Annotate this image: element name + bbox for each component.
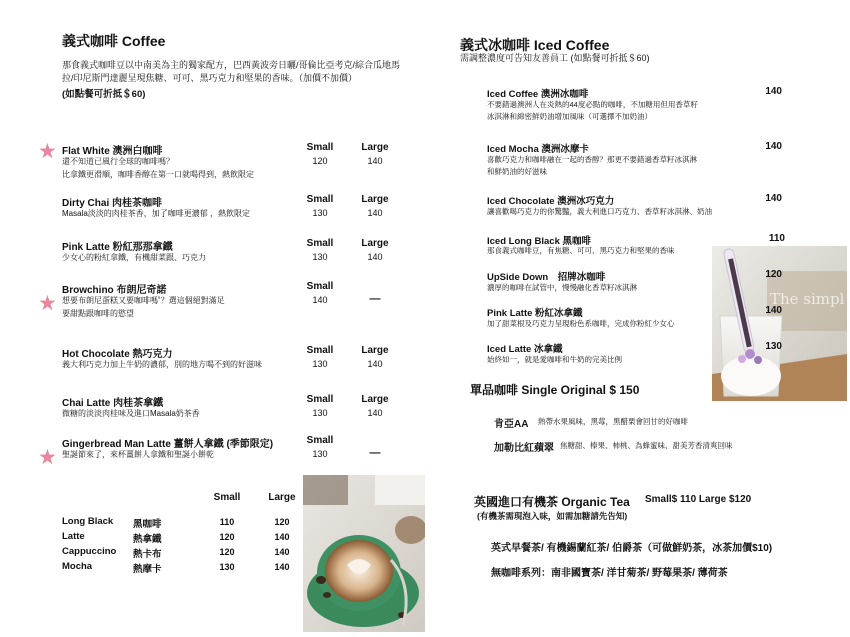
price-small: 130 bbox=[312, 208, 328, 218]
size-small-label: Small bbox=[306, 435, 334, 446]
iced-item-price: 140 bbox=[765, 86, 782, 97]
size-small-label: Small bbox=[306, 238, 334, 249]
menu-item-desc: 想要布朗尼蛋糕又要咖啡嗎˚？選這個絕對滿足 bbox=[62, 296, 225, 305]
price-large: 140 bbox=[367, 408, 383, 418]
iced-item-price: 130 bbox=[765, 341, 782, 352]
iced-item-price: 140 bbox=[765, 305, 782, 316]
iced-item-name: Iced Chocolate 澳洲冰巧克力 bbox=[487, 196, 615, 207]
menu-item-desc: 要甜點跟咖啡的慾望 bbox=[62, 309, 134, 318]
tea-line-1: 英式早餐茶/ 有機錫蘭紅茶/ 伯爵茶（可做鮮奶茶，冰茶加價$10) bbox=[491, 543, 773, 554]
price-small: 140 bbox=[312, 295, 328, 305]
menu-item-desc: Masala淡淡的肉桂茶香，加了咖啡更濃郁 ，熱飲限定 bbox=[62, 209, 251, 218]
menu-item-name: Pink Latte 粉紅那那拿鐵 bbox=[62, 242, 173, 253]
menu-item-name: Gingerbread Man Latte 薑餅人拿鐵 (季節限定) bbox=[62, 439, 274, 450]
iced-item-desc: 始終如一，就是愛咖啡和牛奶的完美比例 bbox=[487, 355, 622, 364]
size-small-label: Small bbox=[306, 394, 334, 405]
menu-item-name: Browchino 布朗尼奇諾 bbox=[62, 285, 167, 296]
price-large-none: — bbox=[369, 293, 381, 305]
size-small-label: Small bbox=[306, 281, 334, 292]
price-small: 120 bbox=[312, 156, 328, 166]
iced-item-price: 120 bbox=[765, 269, 782, 280]
single-origin-item-desc: 焦糖甜、榛果、柿桃、為蜂蜜味、甜美芳香清爽回味 bbox=[560, 441, 733, 450]
iced-item-desc: 和鮮奶油的好滋味 bbox=[487, 167, 547, 176]
table-row-en: Long Black bbox=[62, 516, 114, 527]
iced-subtitle: 需調整濃度可告知友善員工 (如點餐可折抵＄60) bbox=[460, 53, 650, 63]
tea-line-2: 無咖啡系列：南非國寶茶/ 洋甘菊茶/ 野莓果茶/ 薄荷茶 bbox=[491, 568, 728, 579]
table-row-small: 120 bbox=[219, 532, 235, 542]
size-small-label: Small bbox=[306, 345, 334, 356]
table-row-en: Latte bbox=[62, 531, 85, 542]
menu-item-desc: 還不知道已風行全球的咖啡嗎？ bbox=[62, 157, 174, 166]
price-small: 130 bbox=[312, 252, 328, 262]
iced-item-name: UpSide Down 招牌冰咖啡 bbox=[487, 272, 606, 283]
menu-item-desc: 少女心的粉紅拿鐵，有機甜菜跟、巧克力 bbox=[62, 253, 206, 262]
table-row-small: 110 bbox=[219, 517, 235, 527]
table-row-large: 140 bbox=[274, 532, 290, 542]
iced-section-title: 義式冰咖啡 Iced Coffee bbox=[460, 37, 610, 53]
menu-item-desc: 聖誕節來了，來杯薑餅人拿鐵和聖誕小餅乾 bbox=[62, 450, 214, 459]
price-large: 140 bbox=[367, 359, 383, 369]
price-small: 130 bbox=[312, 449, 328, 459]
size-large-label: Large bbox=[361, 142, 389, 153]
photo-sign-text: The simpl bbox=[770, 290, 845, 308]
iced-item-desc: 不要錯過澳洲人在炎熱的44度必點的咖啡，不加糖用但用香草籽 bbox=[487, 100, 698, 109]
single-origin-item-name: 加勒比紅蘋翠 bbox=[494, 443, 554, 454]
size-large-label: Large bbox=[361, 394, 389, 405]
iced-item-price: 140 bbox=[765, 141, 782, 152]
table-large-header: Large bbox=[268, 492, 296, 503]
menu-item-name: Chai Latte 肉桂茶拿鐵 bbox=[62, 398, 164, 409]
table-row-zh: 熱摩卡 bbox=[133, 564, 162, 575]
iced-item-name: Iced Long Black 黑咖啡 bbox=[487, 236, 591, 247]
size-small-label: Small bbox=[306, 194, 334, 205]
table-small-header: Small bbox=[213, 492, 241, 503]
iced-item-name: Iced Coffee 澳洲冰咖啡 bbox=[487, 89, 589, 100]
table-row-small: 120 bbox=[219, 547, 235, 557]
menu-item-desc: 微糖的淡淡肉桂味及進口Masala奶茶香 bbox=[62, 409, 200, 418]
iced-item-desc: 喜歡巧克力和咖啡融在一起的香醇？那更不要錯過香草籽冰淇淋 bbox=[487, 155, 697, 164]
menu-item-name: Flat White 澳洲白咖啡 bbox=[62, 146, 163, 157]
size-large-label: Large bbox=[361, 238, 389, 249]
table-row-zh: 熱卡布 bbox=[133, 549, 162, 560]
iced-item-desc: 讓喜歡喝巧克力的你驚豔，義大利進口巧克力、香草籽冰淇淋、奶油 bbox=[487, 207, 712, 216]
size-large-label: Large bbox=[361, 345, 389, 356]
coffee-section-title: 義式咖啡 Coffee bbox=[62, 33, 166, 49]
star-icon: ★ bbox=[38, 292, 57, 315]
iced-item-price: 140 bbox=[765, 193, 782, 204]
menu-item-name: Dirty Chai 肉桂茶咖啡 bbox=[62, 198, 163, 209]
table-row-large: 120 bbox=[274, 517, 290, 527]
coffee-intro-line1: 那食義式咖啡豆以中南美為主的獨家配方，巴西黃波旁日曬/哥倫比亞考克/綜合瓜地馬 bbox=[62, 60, 401, 70]
tea-title: 英國進口有機茶 Organic Tea bbox=[474, 495, 630, 509]
single-origin-item-name: 肯亞AA bbox=[494, 419, 529, 430]
menu-item-desc: 義大利巧克力加上牛奶的濃郁，別的地方喝不到的好滋味 bbox=[62, 360, 262, 369]
coffee-intro-line2: 拉/印尼斯門達麗呈現焦糖、可可、黑巧克力和堅果的香味。（加價不加價） bbox=[62, 73, 358, 83]
iced-item-name: Iced Mocha 澳洲冰摩卡 bbox=[487, 144, 589, 155]
tea-prices: Small$ 110 Large $120 bbox=[645, 494, 752, 505]
tea-note: (有機茶需現泡入味，如需加糖請先告知) bbox=[477, 511, 628, 521]
table-row-zh: 熱拿鐵 bbox=[133, 534, 162, 545]
iced-item-name: Pink Latte 粉紅冰拿鐵 bbox=[487, 308, 583, 319]
iced-item-desc: 冰淇淋和綿密鮮奶油增加風味（可選擇不加奶油） bbox=[487, 112, 652, 121]
iced-item-price: 110 bbox=[768, 233, 785, 244]
coffee-discount-note: (如點餐可折抵＄60) bbox=[62, 89, 146, 100]
price-large: 140 bbox=[367, 208, 383, 218]
table-row-en: Cappuccino bbox=[62, 546, 117, 557]
price-small: 130 bbox=[312, 408, 328, 418]
price-large-none: — bbox=[369, 447, 381, 459]
price-large: 140 bbox=[367, 156, 383, 166]
table-row-small: 130 bbox=[219, 562, 235, 572]
menu-item-desc: 比拿鐵更滑順，咖啡香醇在第一口就喝得到，熱飲限定 bbox=[62, 170, 254, 179]
iced-item-desc: 加了甜菜根及巧克力呈現粉色系咖啡，完成你粉紅少女心 bbox=[487, 319, 675, 328]
price-small: 130 bbox=[312, 359, 328, 369]
menu-item-name: Hot Chocolate 熱巧克力 bbox=[62, 349, 173, 360]
iced-item-desc: 那食義式咖啡豆，有焦糖、可可、黑巧克力和堅果的香味 bbox=[487, 246, 675, 255]
table-row-large: 140 bbox=[274, 562, 290, 572]
single-origin-item-desc: 熱帶水果風味，黑莓，黑醋栗會回甘的好咖啡 bbox=[538, 417, 688, 426]
iced-item-name: Iced Latte 冰拿鐵 bbox=[487, 344, 563, 355]
single-origin-title: 單品咖啡 Single Original $ 150 bbox=[470, 383, 640, 397]
size-large-label: Large bbox=[361, 194, 389, 205]
table-row-large: 140 bbox=[274, 547, 290, 557]
table-row-zh: 黑咖啡 bbox=[133, 519, 162, 530]
iced-item-desc: 濃厚的咖啡在試管中，慢慢融化香草籽冰淇淋 bbox=[487, 283, 637, 292]
price-large: 140 bbox=[367, 252, 383, 262]
latte-art-photo bbox=[303, 475, 425, 632]
size-small-label: Small bbox=[306, 142, 334, 153]
table-row-en: Mocha bbox=[62, 561, 93, 572]
star-icon: ★ bbox=[38, 446, 57, 469]
star-icon: ★ bbox=[38, 140, 57, 163]
